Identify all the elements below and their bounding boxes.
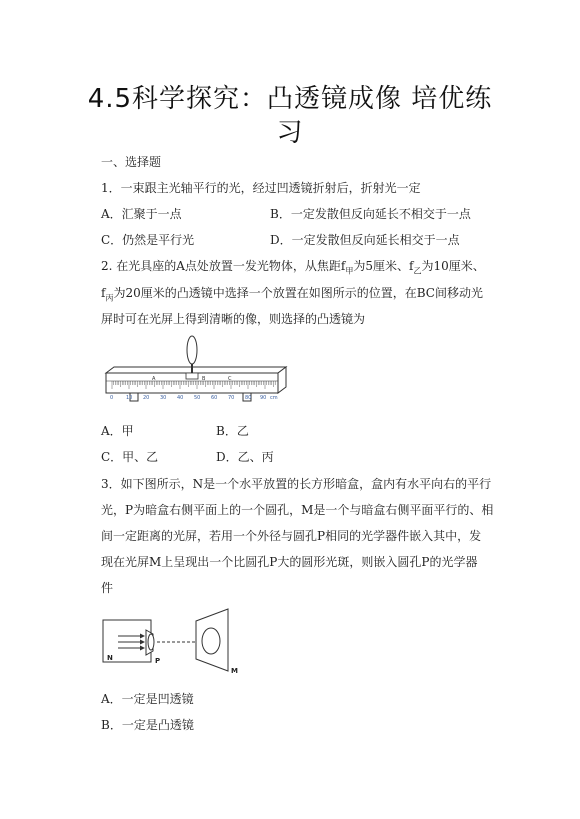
question-3-option-b: B．一定是凸透镜 bbox=[101, 718, 194, 732]
lens-base bbox=[186, 373, 198, 379]
question-2-line-3: 屏时可在光屏上得到清晰的像，则选择的凸透镜为 bbox=[101, 312, 366, 326]
question-3-option-a: A．一定是凹透镜 bbox=[101, 692, 194, 706]
point-b-label: B bbox=[202, 376, 206, 382]
convex-lens-icon bbox=[187, 336, 197, 364]
scale-label-0: 0 bbox=[110, 395, 114, 401]
dark-box-figure bbox=[100, 605, 245, 680]
title-line-2: 习 bbox=[276, 118, 304, 148]
parallel-light-arrows bbox=[118, 634, 145, 651]
question-3-line-3: 间一定距离的光屏，若用一个外径与圆孔P相同的光学器件嵌入其中，发 bbox=[101, 529, 482, 543]
hole-p-icon bbox=[148, 634, 154, 650]
question-2-option-c: C．甲、乙 bbox=[101, 450, 159, 464]
point-a-label: A bbox=[152, 376, 156, 382]
question-3-line-1: 3．如下图所示，N是一个水平放置的长方形暗盒，盒内有水平向右的平行 bbox=[101, 477, 492, 491]
question-1-option-a: A．汇聚于一点 bbox=[101, 207, 182, 221]
question-2-line-1: 2. 在光具座的A点处放置一发光物体，从焦距$f_甲$为5厘米、$f_乙$为10厘米、 bbox=[101, 259, 485, 276]
scale-label-10: 10 bbox=[126, 395, 133, 401]
scale-label-30: 30 bbox=[160, 395, 167, 401]
question-1-option-c: C．仍然是平行光 bbox=[101, 233, 195, 247]
light-spot-icon bbox=[202, 628, 220, 654]
scale-unit-label: cm bbox=[270, 395, 278, 401]
document-title bbox=[60, 82, 520, 150]
scale-label-40: 40 bbox=[177, 395, 184, 401]
point-c-label: C bbox=[228, 376, 232, 382]
question-1-stem: 1．一束跟主光轴平行的光，经过凹透镜折射后，折射光一定 bbox=[101, 181, 421, 195]
bench-top-face bbox=[106, 367, 286, 373]
question-3-line-4: 现在光屏M上呈现出一个比圆孔P大的圆形光斑，则嵌入圆孔P的光学器 bbox=[101, 555, 478, 569]
optical-bench-figure bbox=[100, 335, 295, 417]
label-m: M bbox=[231, 667, 238, 675]
scale-label-20: 20 bbox=[143, 395, 150, 401]
title-line-1: 4.5科学探究：凸透镜成像 培优练 bbox=[87, 84, 493, 114]
section-heading: 一、选择题 bbox=[101, 155, 162, 169]
scale-label-60: 60 bbox=[211, 395, 218, 401]
scale-label-90: 90 bbox=[260, 395, 267, 401]
scale-label-70: 70 bbox=[228, 395, 235, 401]
scale-label-50: 50 bbox=[194, 395, 201, 401]
question-2-option-a: A．甲 bbox=[101, 424, 134, 438]
question-3-line-2: 光，P为暗盒右侧平面上的一个圆孔，M是一个与暗盒右侧平面平行的、相 bbox=[101, 503, 494, 517]
question-1-option-b: B．一定发散但反向延长不相交于一点 bbox=[270, 207, 471, 221]
question-2-option-d: D．乙、丙 bbox=[216, 450, 274, 464]
label-n: N bbox=[107, 654, 113, 662]
question-2-line-2: $f_丙$为20厘米的凸透镜中选择一个放置在如图所示的位置，在BC间移动光 bbox=[101, 286, 483, 303]
question-2-option-b: B．乙 bbox=[216, 424, 249, 438]
scale-label-80: 80 bbox=[245, 395, 252, 401]
label-p: P bbox=[155, 657, 161, 665]
question-1-option-d: D．一定发散但反向延长相交于一点 bbox=[270, 233, 460, 247]
question-3-line-5: 件 bbox=[101, 581, 114, 595]
